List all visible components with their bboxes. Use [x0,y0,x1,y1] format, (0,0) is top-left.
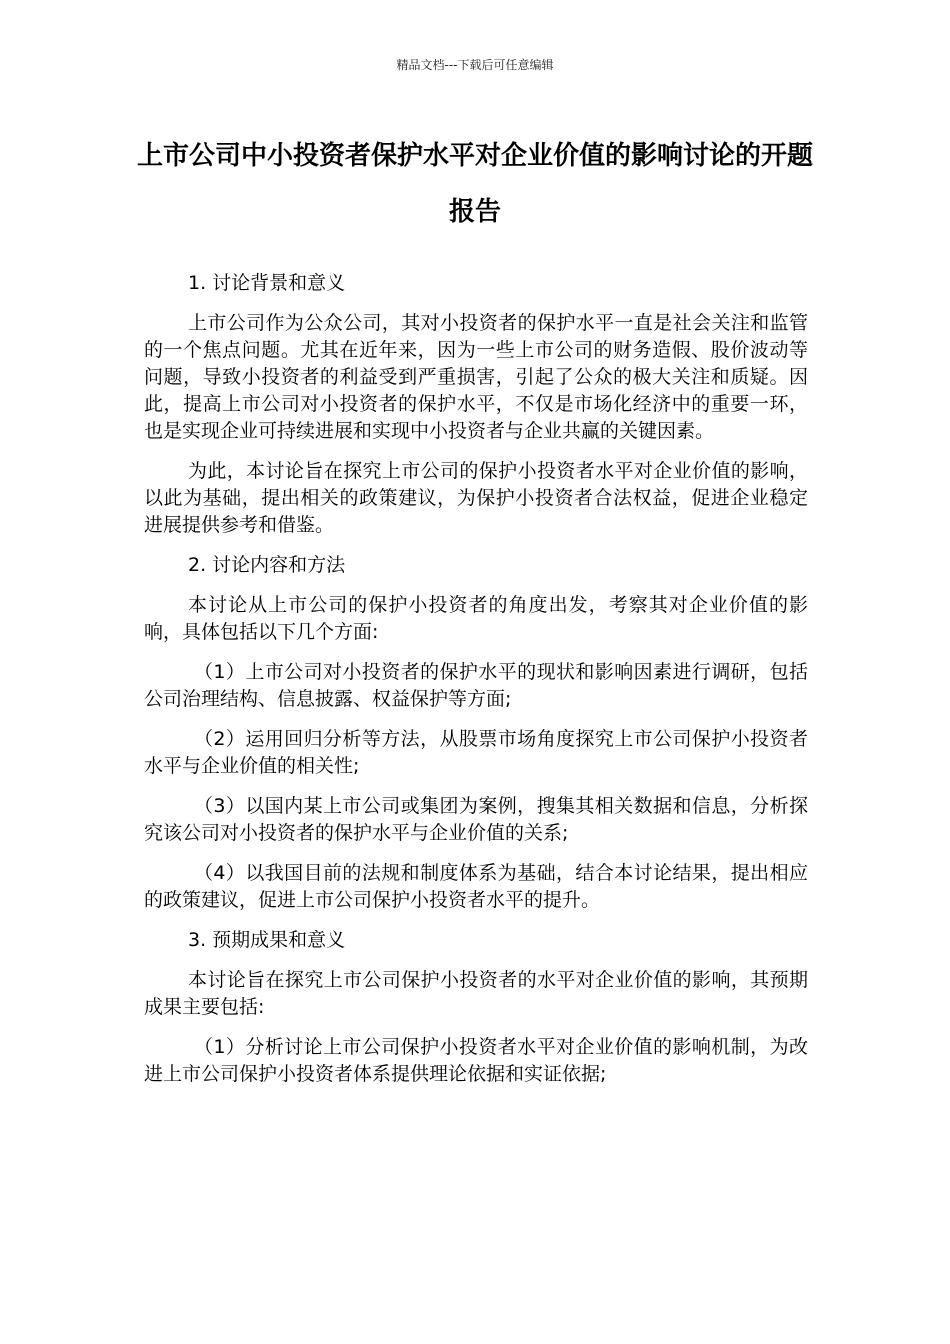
paragraph-content-intro: 本讨论从上市公司的保护小投资者的角度出发，考察其对企业价值的影响，具体包括以下几个方面: [144,594,808,643]
header-note: 精品文档---下载后可任意编辑 [396,58,554,72]
list-item: （4）以我国目前的法规和制度体系为基础，结合本讨论结果，提出相应的政策建议，促进上市公司保护小投资者水平的提升。 [144,862,808,911]
paragraph-results-intro: 本讨论旨在探究上市公司保护小投资者的水平对企业价值的影响，其预期成果主要包括: [144,969,808,1018]
document-title: 上市公司中小投资者保护水平对企业价值的影响讨论的开题报告 [136,141,813,227]
list-item: （2）运用回归分析等方法，从股票市场角度探究上市公司保护小投资者水平与企业价值的相关性; [144,728,808,777]
list-item: （1）分析讨论上市公司保护小投资者水平对企业价值的影响机制，为改进上市公司保护小投资者体系提供理论依据和实证依据; [144,1036,808,1085]
paragraph-purpose: 为此，本讨论旨在探究上市公司的保护小投资者水平对企业价值的影响，以此为基础，提出相关的政策建议，为保护小投资者合法权益，促进企业稳定进展提供参考和借鉴。 [144,460,808,536]
section-heading-expected-results: 3. 预期成果和意义 [188,929,346,951]
section-heading-background: 1. 讨论背景和意义 [188,272,346,294]
section-heading-content-methods: 2. 讨论内容和方法 [188,554,346,576]
document-body [144,270,808,1101]
paragraph-background: 上市公司作为公众公司，其对小投资者的保护水平一直是社会关注和监管的一个焦点问题。尤其在近年来，因为一些上市公司的财务造假、股价波动等问题，导致小投资者的利益受到严重损害，引起了公众的极大关注和质疑。因此，提高上市公司对小投资者的保护水平，不仅是市场化经济中的重要一环，也是实现企业可持续进展和实现中小投资者与企业共赢的关键因素。 [144,312,808,442]
list-item: （1）上市公司对小投资者的保护水平的现状和影响因素进行调研，包括公司治理结构、信息披露、权益保护等方面; [144,661,808,710]
list-item: （3）以国内某上市公司或集团为案例，搜集其相关数据和信息，分析探究该公司对小投资者的保护水平与企业价值的关系; [144,795,808,844]
